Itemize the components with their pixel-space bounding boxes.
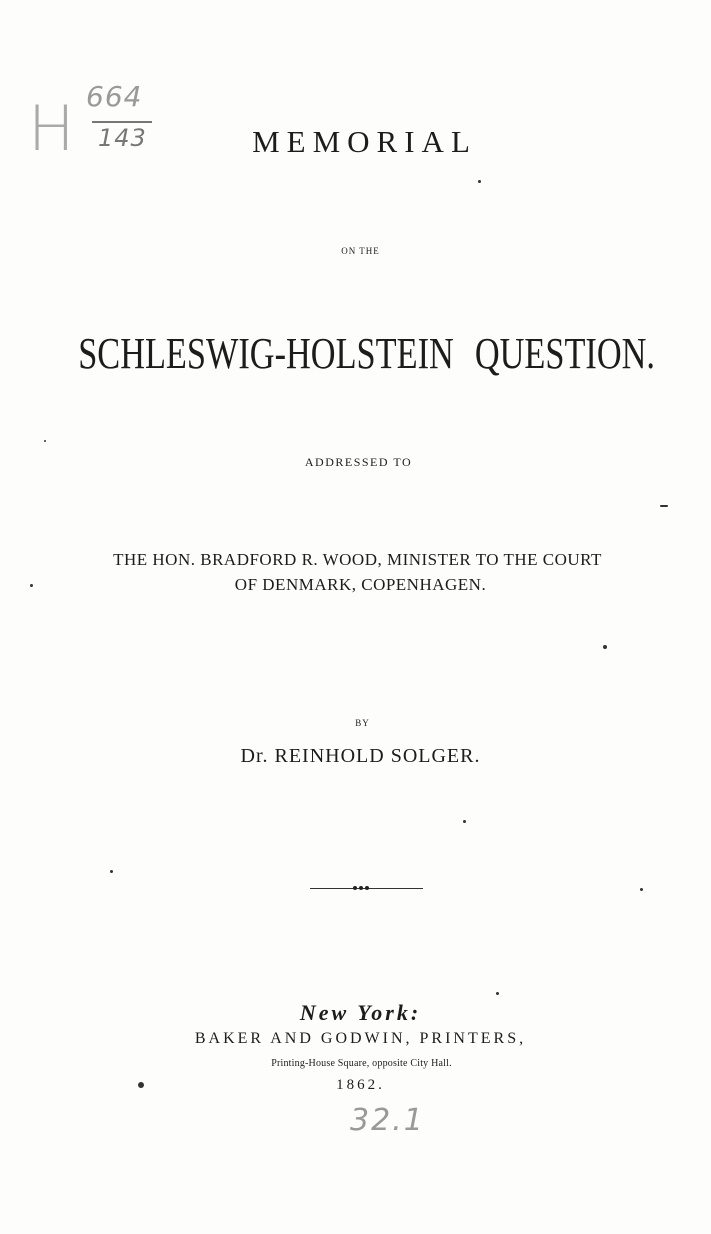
shelf-letter-handwritten: H [28,92,75,165]
scan-speck [478,180,481,183]
shelf-number-top-handwritten: 664 [86,80,143,113]
scan-speck [603,645,607,649]
recipient-line-2: OF DENMARK, COPENHAGEN. [234,575,487,594]
by-label: BY [355,718,370,728]
on-the-label: ON THE [341,246,380,256]
imprint-printers: BAKER AND GODWIN, PRINTERS, [194,1030,527,1047]
imprint-address: Printing-House Square, opposite City Hall. [271,1058,452,1069]
scan-speck [463,820,466,823]
recipient-line-1: THE HON. BRADFORD R. WOOD, MINISTER TO THE COURT [113,550,602,569]
scan-speck [110,870,113,873]
main-title: SCHLESWIG-HOLSTEIN QUESTION. [78,329,656,378]
bottom-handwritten-mark: 32.1 [350,1103,425,1138]
scan-speck [496,992,499,995]
scan-speck [30,584,33,587]
heading-memorial: MEMORIAL [252,124,477,159]
divider-ornament-icon [353,885,369,891]
scan-speck [44,440,46,442]
imprint-city: New York: [299,1000,422,1025]
imprint-year: 1862. [336,1077,385,1093]
scan-speck [660,505,668,507]
scan-speck [640,888,643,891]
shelf-number-bottom-handwritten: 143 [98,124,147,152]
scan-speck [138,1082,144,1088]
shelf-number-rule [92,121,152,123]
addressed-to-label: ADDRESSED TO [304,455,413,469]
author-name: Dr. REINHOLD SOLGER. [240,745,481,767]
